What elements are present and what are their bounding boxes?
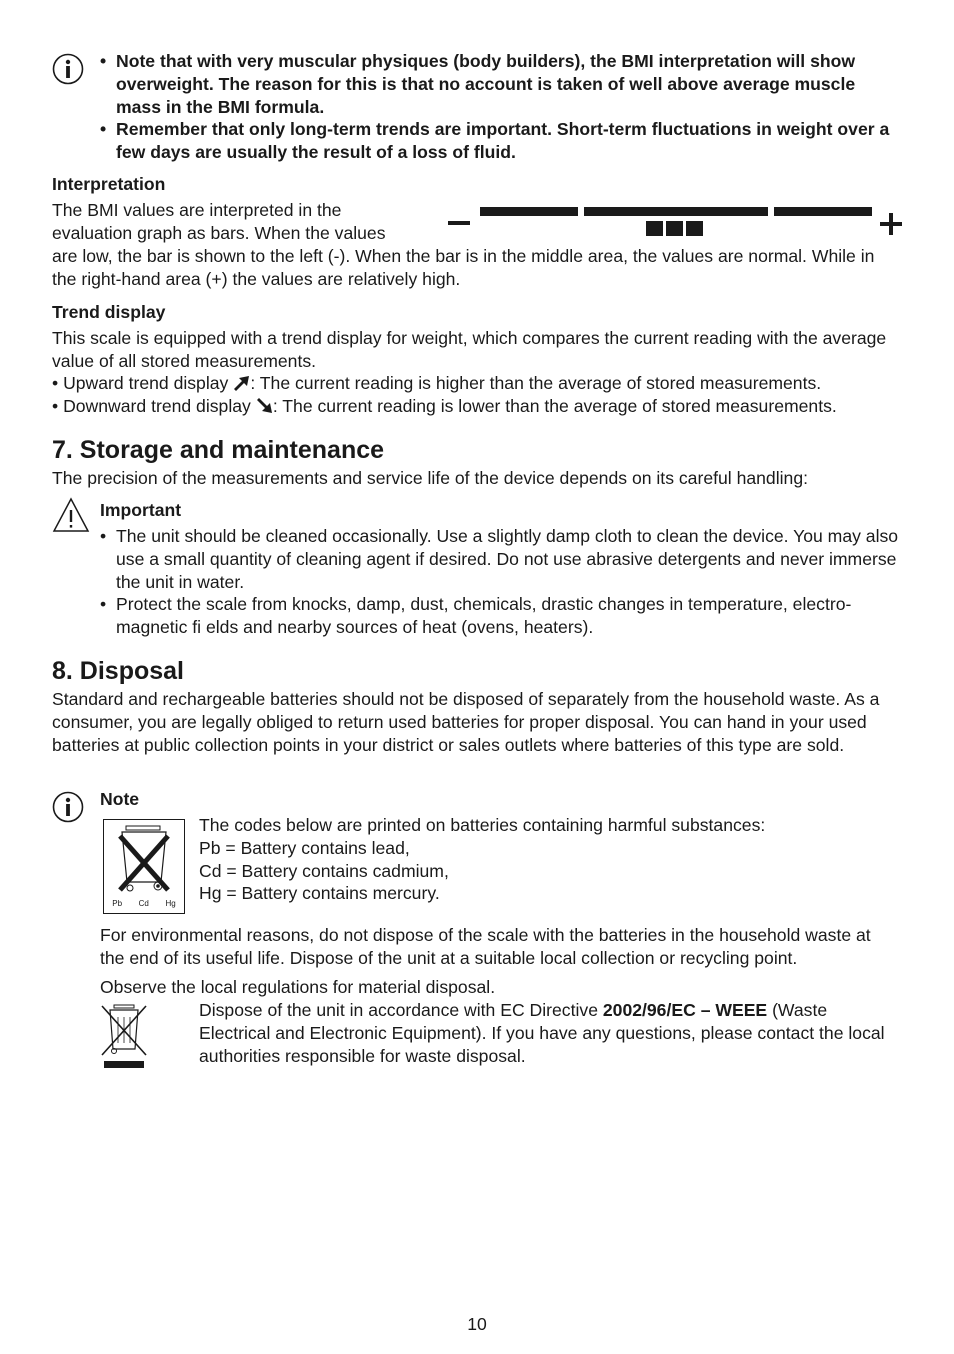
codes-block xyxy=(199,814,899,905)
trend-down-line: • Downward trend display : The current reading is lower than the average of stored measurements. xyxy=(52,396,837,416)
warning-icon xyxy=(52,496,90,534)
bin-label: Hg xyxy=(165,899,176,908)
bin-label: Pb xyxy=(112,899,123,908)
trend-heading: Trend display xyxy=(52,302,166,322)
important-label: Important xyxy=(100,500,182,520)
code-line: Cd = Battery contains cadmium, xyxy=(199,860,449,881)
info-icon xyxy=(52,791,84,823)
bar-right-segment xyxy=(774,207,872,216)
weee-bin-icon xyxy=(100,1003,148,1071)
bar-indicator-block xyxy=(686,221,703,236)
disposal-heading: 8. Disposal xyxy=(52,657,184,685)
interpretation-line1: The BMI values are interpreted in the xyxy=(52,200,342,220)
storage-item: • Protect the scale from knocks, damp, dust, chemicals, drastic changes in temperature, electro-magnetic fi elds and nearby sources of heat (ovens, heaters). xyxy=(100,594,852,638)
env-text: For environmental reasons, do not dispose of the scale with the batteries in the household waste at the end of its useful life. Dispose of the unit at a suitable local collection or recycling point. xyxy=(100,925,871,968)
storage-item: • The unit should be cleaned occasionally. Use a slightly damp cloth to clean the device. You may also use a small quantity of cleaning agent if desired. Do not use abrasive detergents and never immerse the unit in water. xyxy=(100,526,899,592)
disposal-intro: Standard and rechargeable batteries should not be disposed of separately from the household waste. As a consumer, you are legally obliged to return used batteries for proper disposal. You can hand in your used batteries at public collection points in your district or sales outlets where batteries of this type are sold. xyxy=(52,689,880,755)
bar-indicator-block xyxy=(646,221,663,236)
trend-up-line: • Upward trend display : The current reading is higher than the average of stored measurements. xyxy=(52,373,822,393)
bar-indicator-block xyxy=(666,221,683,236)
code-line: Hg = Battery contains mercury. xyxy=(199,883,440,904)
page-number: 10 xyxy=(467,1314,487,1334)
bin-label: Cd xyxy=(138,899,149,908)
battery-bin-icon xyxy=(103,819,185,914)
note-item: • Remember that only long-term trends are important. Short-term fluctuations in weight over a few days are usually the result of a loss of fluid. xyxy=(100,119,890,163)
minus-sign xyxy=(448,221,470,225)
weee-directive: 2002/96/EC – WEEE xyxy=(602,1000,768,1020)
observe-text: Observe the local regulations for material disposal. xyxy=(100,977,496,997)
code-line: Pb = Battery contains lead, xyxy=(199,837,410,858)
interpretation-heading: Interpretation xyxy=(52,174,166,194)
note-item: • Note that with very muscular physiques (body builders), the BMI interpretation will show overweight. The reason for this is that no account is taken of well above average muscle mass in the BMI formula. xyxy=(100,51,856,117)
trend-intro: This scale is equipped with a trend display for weight, which compares the current reading with the average value of all stored measurements. xyxy=(52,328,887,371)
note-label: Note xyxy=(100,789,140,809)
note-list xyxy=(100,50,900,164)
storage-intro: The precision of the measurements and service life of the device depends on its careful handling: xyxy=(52,468,808,488)
bar-middle-segment xyxy=(584,207,768,216)
bar-left-segment xyxy=(480,207,578,216)
interpretation-line2: evaluation graph as bars. When the values xyxy=(52,223,386,243)
codes-intro: The codes below are printed on batteries containing harmful substances: xyxy=(199,815,766,835)
trend-up-icon xyxy=(232,375,250,391)
interpretation-text: are low, the bar is shown to the left (-). When the bar is in the middle area, the values are normal. While in the right-hand area (+) the values are relatively high. xyxy=(52,246,875,289)
storage-heading: 7. Storage and maintenance xyxy=(52,436,385,464)
info-icon xyxy=(52,53,84,85)
weee-text: Dispose of the unit in accordance with EC Directive 2002/96/EC – WEEE (Waste Electrical and Electronic Equipment). If you have any questions, please contact the local authorities responsible for waste disposal. xyxy=(199,1000,885,1066)
storage-list xyxy=(100,525,900,639)
plus-sign xyxy=(880,213,902,235)
bmi-evaluation-graph xyxy=(440,200,910,245)
trend-down-icon xyxy=(255,398,273,414)
